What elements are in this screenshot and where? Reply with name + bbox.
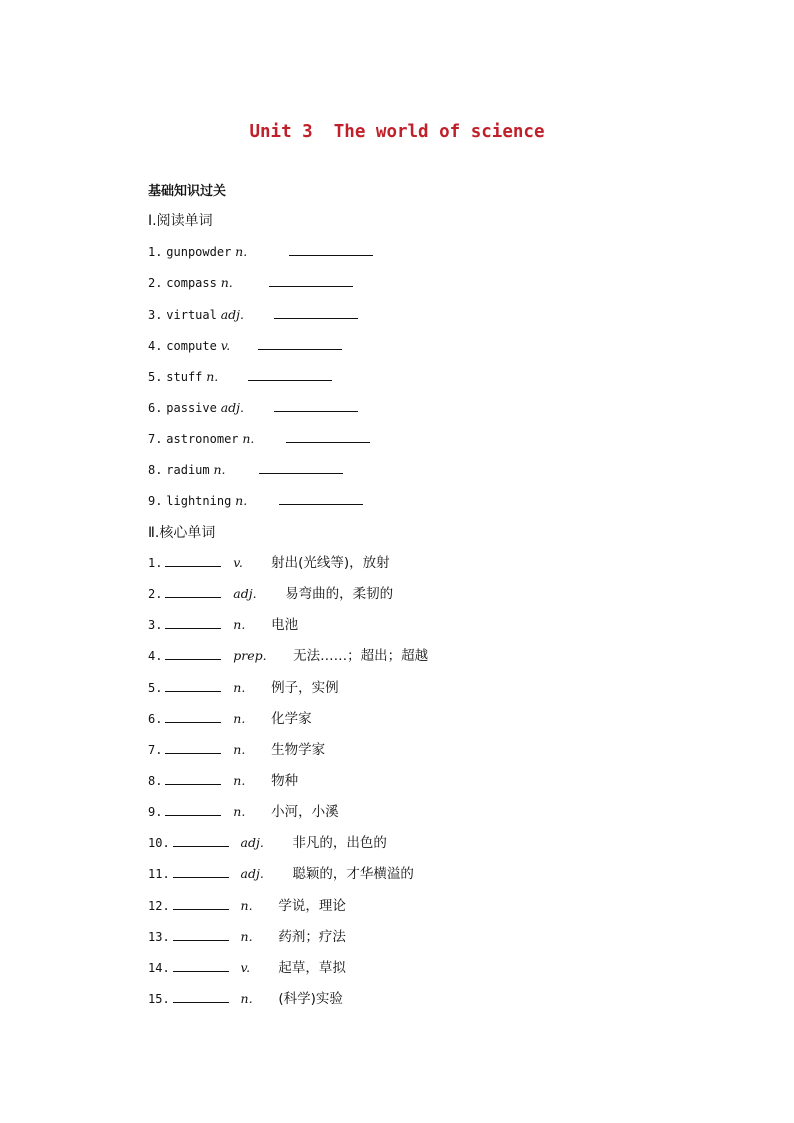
list-item: 10. adj. 非凡的，出色的 <box>148 832 387 852</box>
answer-blank[interactable] <box>259 459 343 474</box>
answer-blank[interactable] <box>165 645 221 660</box>
list-item: 5. stuff n. <box>148 366 332 386</box>
list-item: 7. astronomer n. <box>148 428 370 448</box>
answer-blank[interactable] <box>274 304 358 319</box>
answer-blank[interactable] <box>165 801 221 816</box>
answer-blank[interactable] <box>173 988 229 1003</box>
list-item: 9. lightning n. <box>148 490 363 510</box>
list-item: 12. n. 学说，理论 <box>148 895 346 915</box>
list-item: 13. n. 药剂；疗法 <box>148 926 346 946</box>
section-reading-words: Ⅰ.阅读单词 <box>148 213 213 229</box>
answer-blank[interactable] <box>173 926 229 941</box>
answer-blank[interactable] <box>289 241 373 256</box>
list-item: 3. virtual adj. <box>148 304 358 324</box>
answer-blank[interactable] <box>173 832 229 847</box>
section-core-words: Ⅱ.核心单词 <box>148 525 216 541</box>
answer-blank[interactable] <box>269 272 353 287</box>
answer-blank[interactable] <box>165 552 221 567</box>
answer-blank[interactable] <box>274 397 358 412</box>
list-item: 11. adj. 聪颖的，才华横溢的 <box>148 863 414 883</box>
answer-blank[interactable] <box>165 583 221 598</box>
list-item: 8. n. 物种 <box>148 770 298 790</box>
answer-blank[interactable] <box>165 614 221 629</box>
list-item: 7. n. 生物学家 <box>148 739 325 759</box>
answer-blank[interactable] <box>165 708 221 723</box>
list-item: 6. n. 化学家 <box>148 708 312 728</box>
answer-blank[interactable] <box>173 957 229 972</box>
answer-blank[interactable] <box>173 863 229 878</box>
list-item: 15. n. (科学)实验 <box>148 988 343 1008</box>
list-item: 2. adj. 易弯曲的，柔韧的 <box>148 583 393 603</box>
answer-blank[interactable] <box>165 770 221 785</box>
list-item: 2. compass n. <box>148 272 353 292</box>
list-item: 1. v. 射出(光线等)，放射 <box>148 552 390 572</box>
list-item: 9. n. 小河，小溪 <box>148 801 339 821</box>
list-item: 14. v. 起草，草拟 <box>148 957 346 977</box>
list-item: 8. radium n. <box>148 459 343 479</box>
answer-blank[interactable] <box>173 895 229 910</box>
list-item: 6. passive adj. <box>148 397 358 417</box>
list-item: 4. compute v. <box>148 335 342 355</box>
answer-blank[interactable] <box>248 366 332 381</box>
page-title: Unit 3 The world of science <box>249 122 545 142</box>
answer-blank[interactable] <box>258 335 342 350</box>
answer-blank[interactable] <box>165 739 221 754</box>
list-item: 1. gunpowder n. <box>148 241 373 261</box>
list-item: 4. prep. 无法……；超出；超越 <box>148 645 428 665</box>
list-item: 5. n. 例子，实例 <box>148 677 339 697</box>
answer-blank[interactable] <box>286 428 370 443</box>
answer-blank[interactable] <box>279 490 363 505</box>
list-item: 3. n. 电池 <box>148 614 298 634</box>
section-heading: 基础知识过关 <box>148 184 227 199</box>
answer-blank[interactable] <box>165 677 221 692</box>
